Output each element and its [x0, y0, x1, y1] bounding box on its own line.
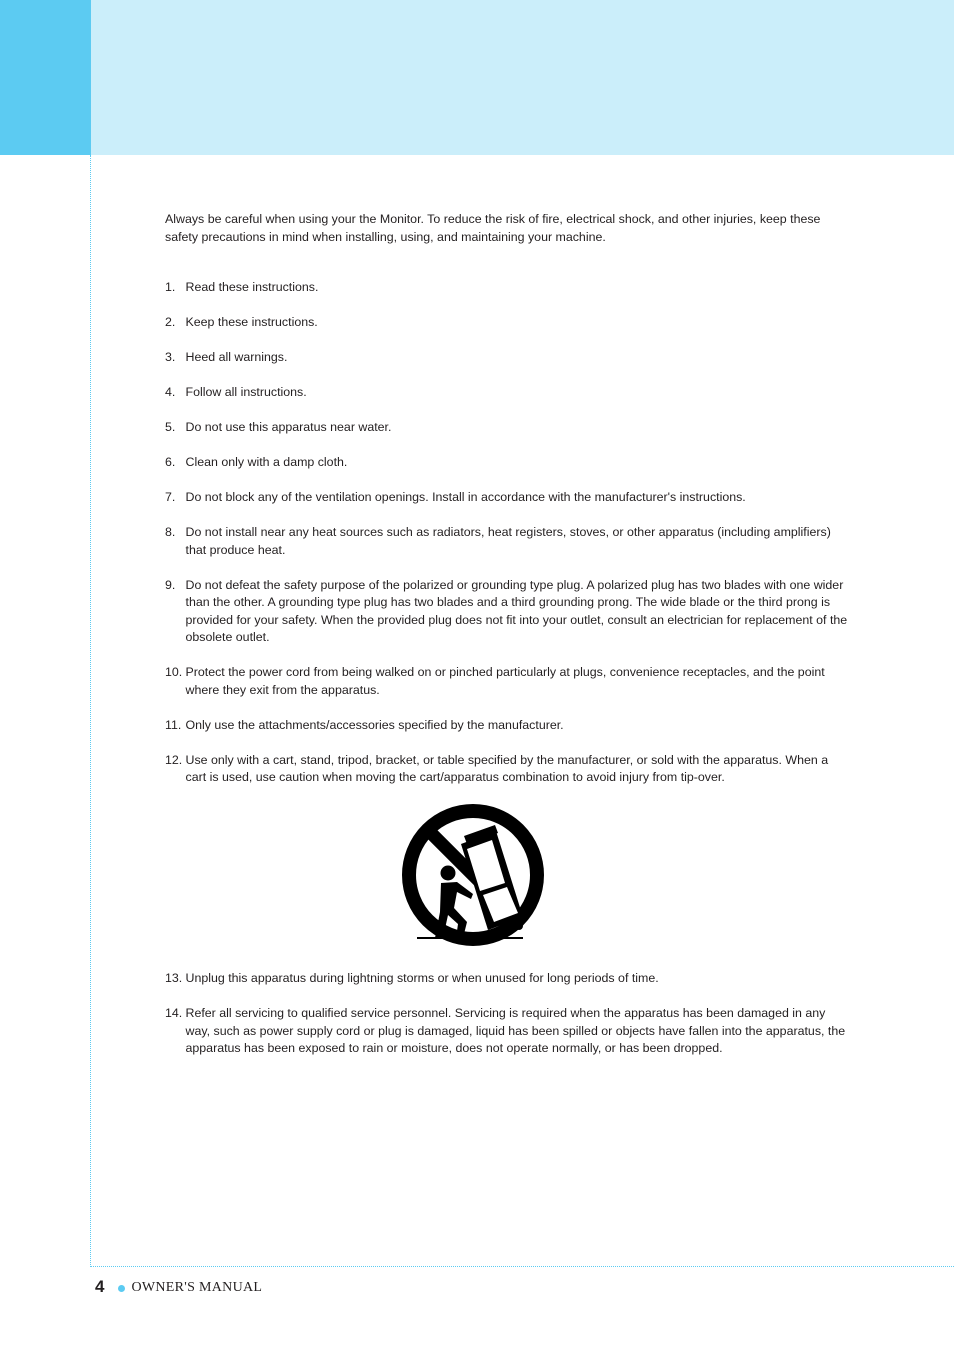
list-item	[165, 577, 850, 647]
item-number: 1.	[165, 280, 176, 294]
item-text: Protect the power cord from being walked on or pinched particularly at plugs, convenience receptacles, and the point where they exit from the apparatus.	[185, 665, 825, 697]
item-number: 5.	[165, 420, 176, 434]
intro-paragraph: Always be careful when using your the Monitor. To reduce the risk of fire, electrical shock, and other injuries, keep these safety precautions in mind when installing, using, and maintaining your machine.	[165, 212, 821, 244]
item-text: Do not install near any heat sources such as radiators, heat registers, stoves, or other apparatus (including amplifiers) that produce heat.	[185, 525, 831, 557]
item-text: Do not block any of the ventilation openings. Install in accordance with the manufacturer's instructions.	[185, 490, 746, 504]
item-number: 6.	[165, 455, 176, 469]
bullet-dot-icon	[118, 1285, 125, 1292]
instruction-list-part-2	[165, 970, 850, 1058]
item-number: 2.	[165, 315, 176, 329]
item-text: Read these instructions.	[185, 280, 319, 294]
list-item	[165, 454, 850, 472]
item-text: Only use the attachments/accessories specified by the manufacturer.	[185, 717, 564, 732]
header-band	[0, 0, 954, 155]
header-tab	[0, 0, 91, 155]
list-item	[165, 419, 850, 437]
item-number: 8.	[165, 525, 176, 539]
list-item	[165, 489, 850, 507]
margin-dotted-line-vertical	[90, 155, 91, 1267]
list-item	[165, 664, 850, 699]
item-text: Follow all instructions.	[185, 385, 307, 399]
item-text: Do not use this apparatus near water.	[185, 420, 392, 434]
item-text: Heed all warnings.	[185, 350, 288, 364]
list-item	[165, 752, 850, 787]
cart-tip-over-warning-icon	[401, 804, 546, 952]
item-text: Use only with a cart, stand, tripod, bracket, or table specified by the manufacturer, or sold with the apparatus. When a cart is used, use caution when moving the cart/apparatus combination to avoid injury from tip-over.	[185, 752, 829, 784]
item-number: 14.	[165, 1006, 183, 1020]
page-footer	[95, 1276, 262, 1298]
footer-label: OWNER'S MANUAL	[131, 1280, 263, 1295]
item-number: 11.	[165, 717, 182, 732]
safety-instructions	[165, 211, 850, 1075]
list-item	[165, 384, 850, 402]
item-number: 10.	[165, 665, 183, 679]
page-number: 4	[95, 1277, 105, 1296]
list-item	[165, 279, 850, 297]
list-item	[165, 717, 850, 735]
item-number: 13.	[165, 971, 183, 985]
item-text: Refer all servicing to qualified service personnel. Servicing is required when the apparatus has been damaged in any way, such as power supply cord or plug is damaged, liquid has been spilled or objects have fallen into the apparatus, the apparatus has been exposed to rain or moisture, does not operate normally, or has been dropped.	[185, 1006, 846, 1055]
list-item	[165, 970, 850, 988]
item-number: 3.	[165, 350, 176, 364]
item-text: Unplug this apparatus during lightning storms or when unused for long periods of time.	[185, 971, 659, 985]
item-text: Do not defeat the safety purpose of the polarized or grounding type plug. A polarized plug has two blades with one wider than the other. A grounding type plug has two blades and a third grounding prong. The wide blade or the third prong is provided for your safety. When the provided plug does not fit into your outlet, consult an electrician for replacement of the obsolete outlet.	[185, 577, 848, 644]
item-text: Keep these instructions.	[185, 315, 318, 329]
item-number: 4.	[165, 385, 176, 399]
margin-dotted-line-horizontal	[90, 1266, 954, 1267]
list-item	[165, 314, 850, 332]
list-item	[165, 524, 850, 559]
item-text: Clean only with a damp cloth.	[185, 455, 348, 469]
list-item	[165, 349, 850, 367]
list-item	[165, 1005, 850, 1058]
instruction-list-part-1	[165, 279, 850, 787]
item-number: 9.	[165, 577, 176, 592]
cart-warning-figure	[165, 804, 850, 952]
item-number: 12.	[165, 752, 183, 767]
item-number: 7.	[165, 490, 176, 504]
